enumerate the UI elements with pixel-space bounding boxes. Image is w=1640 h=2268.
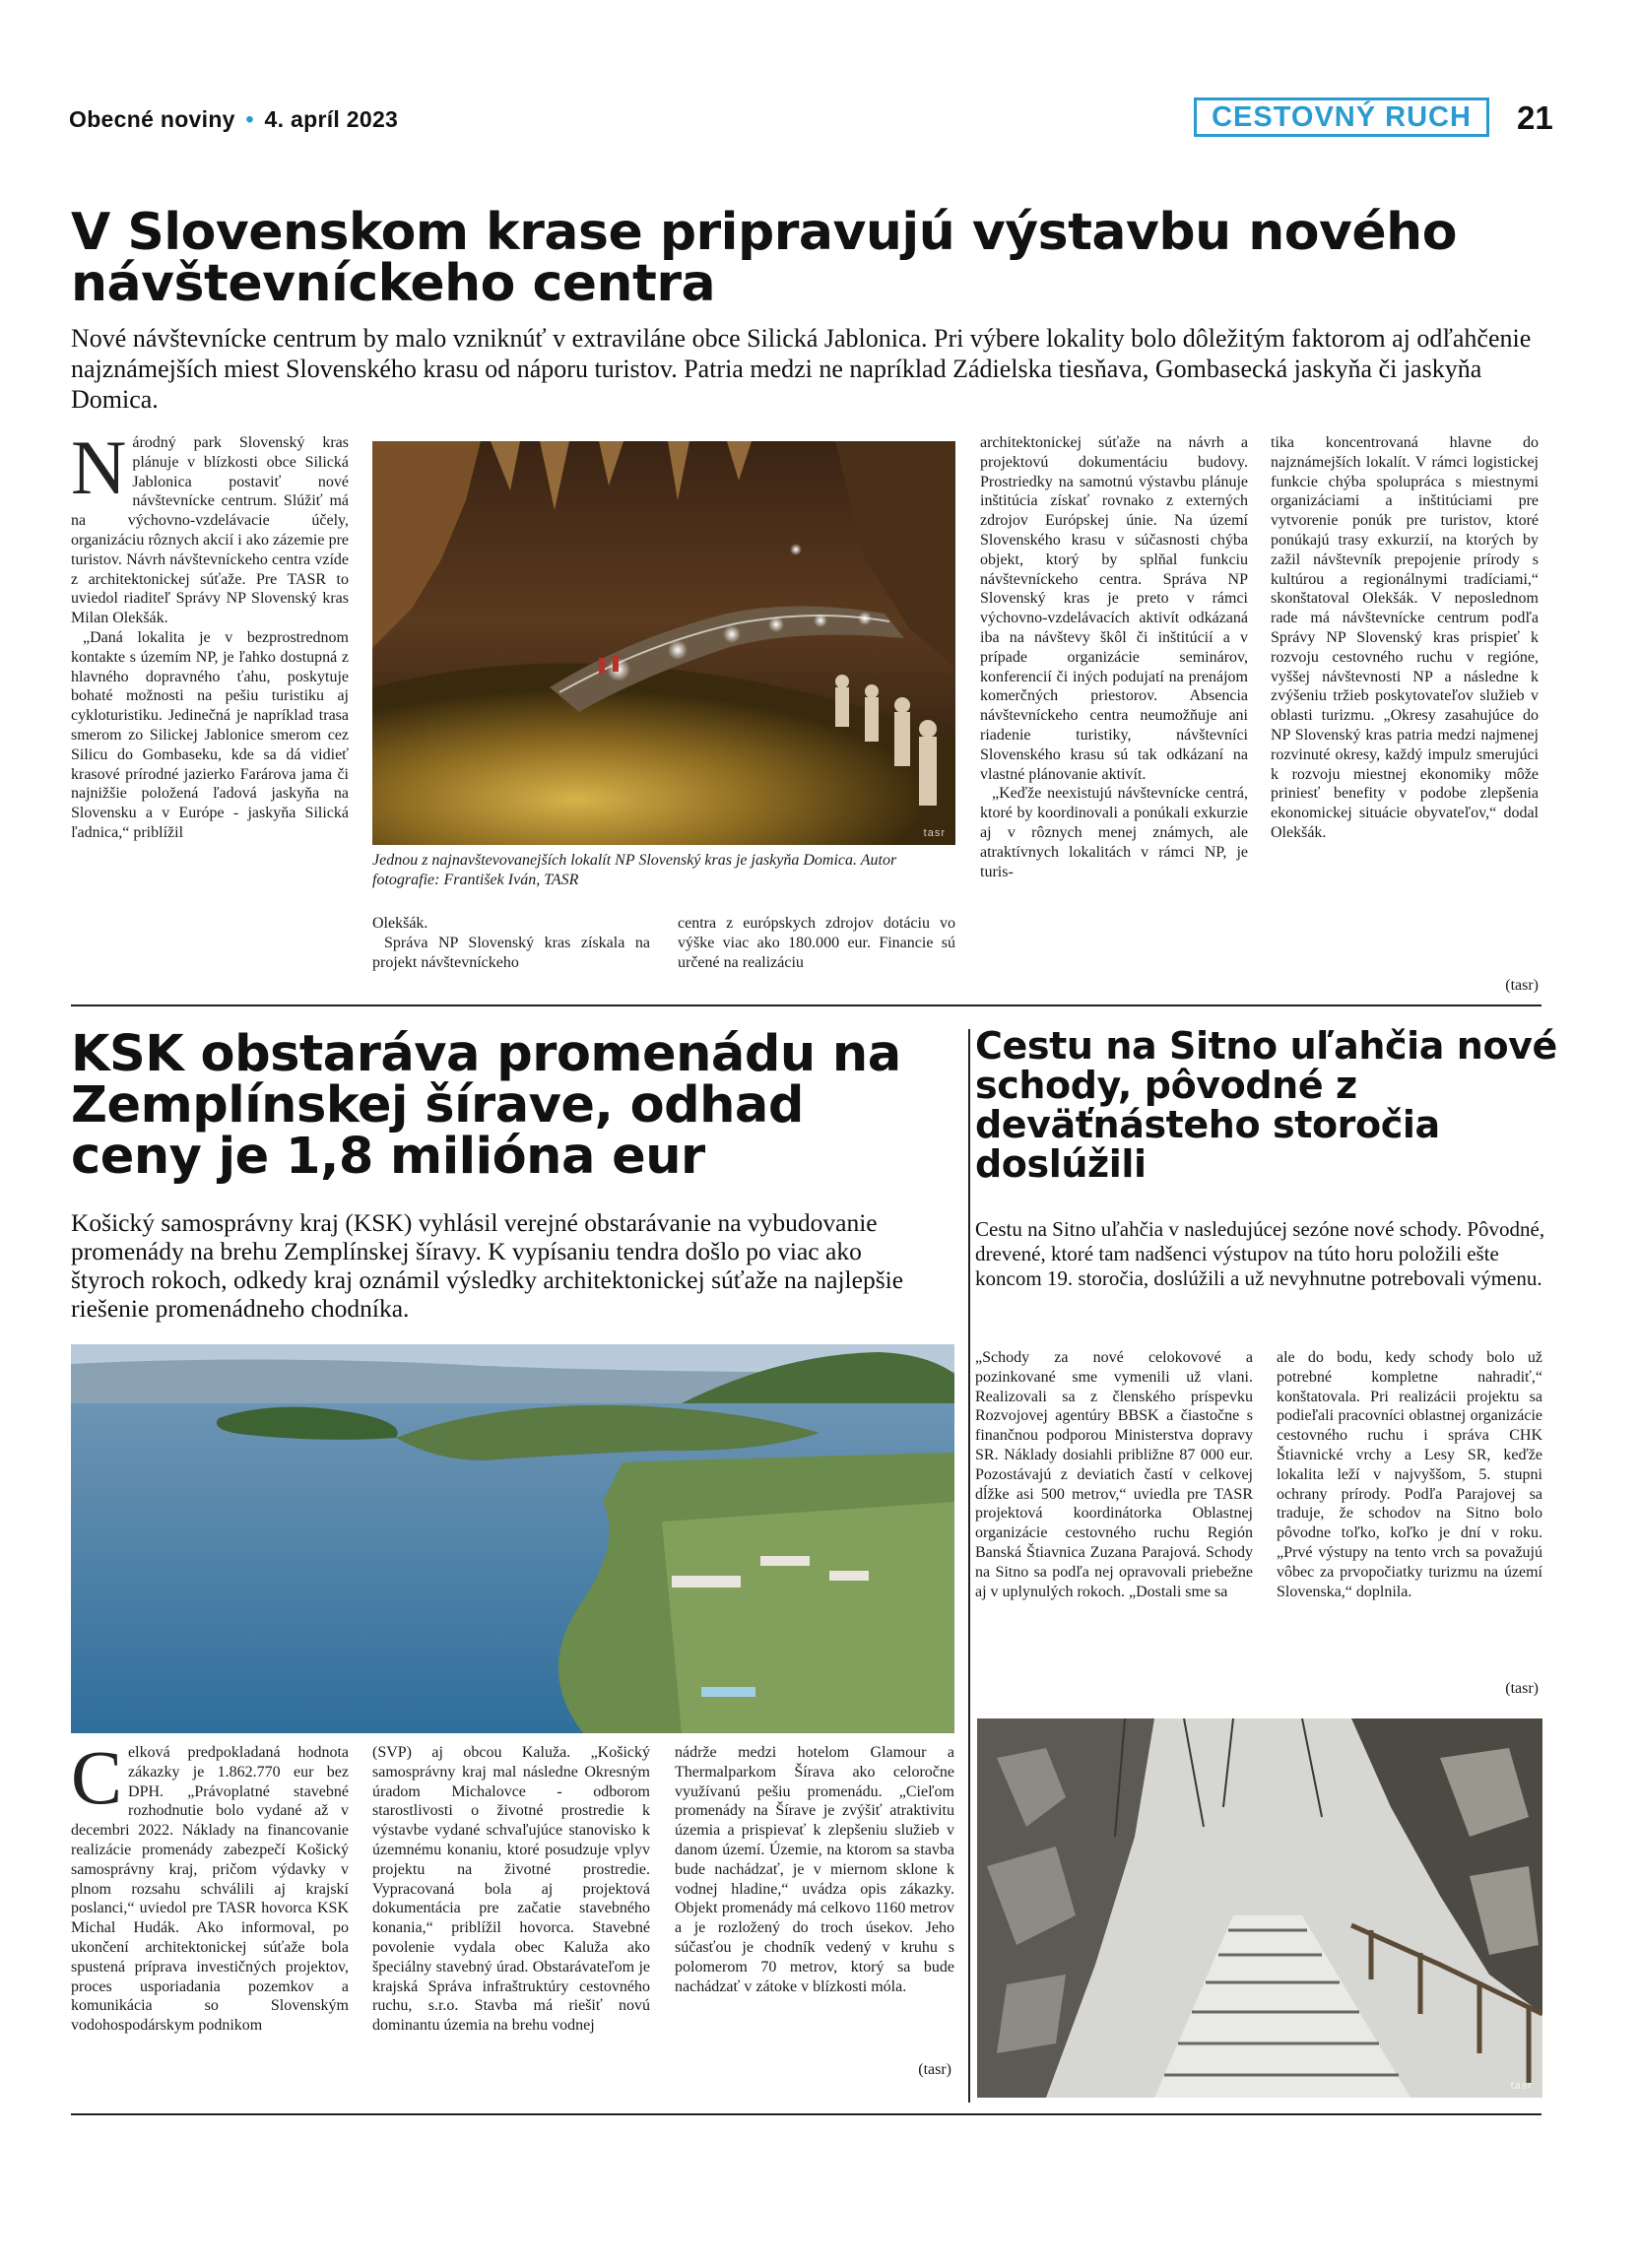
article3-col2-text: ale do bodu, kedy schody bolo už potrebné kompletne nahradiť,“ konštatovala. Pri realizácii projektu sa podieľali pracovníci oblastnej organizácie cestovného ruchu i správa CHK Štiavnické vrchy a Lesy SR, keďže lokalita leží v najvyššom, 5. stupni ochrany prírody. Podľa Parajovej sa traduje, že schodov na Sitno bolo pôvodne toľko, koľko je dní v roku. „Prvé výstupy na tento vrch sa považujú vôbec za prvopočiatky turizmu na území Slovenska,“ doplnila. xyxy=(1277,1349,1542,1600)
masthead xyxy=(69,106,398,133)
article1-col4-text: architektonickej súťaže na návrh a projektovú dokumentáciu budovy. Prostriedky na samotnú výstavbu plánuje inštitúcia získať rovnako z externých zdrojov Európskej únie. Na území Slovenského krasu v súčasnosti chýba objekt, ktorý by splňal funkciu návštevníckeho centra. Správa NP Slovenský kras je preto v rámci výchovno-vzdelávacích aktivít odkázaná iba na návštevy škôl či inštitúcií a v prípade organizácie seminárov, konferencií či iných podujatí na prenájom komerčných priestorov. Absencia návštevníckeho centra neumožňuje ani riadenie turistiky, návštevníci Slovenského krasu sú tak odkázaní na vlastné plánovanie aktivít. xyxy=(980,434,1248,783)
lake-photo-image xyxy=(71,1344,954,1733)
article1-column-5 xyxy=(1271,433,1539,843)
separator-dot: • xyxy=(245,106,254,132)
article-divider xyxy=(71,1004,1542,1006)
section-label: CESTOVNÝ RUCH xyxy=(1194,97,1489,137)
article2-col2-text: (SVP) aj obcou Kaluža. „Košický samosprávny kraj mal následne Okresným úradom Michalovce - odborom starostlivosti o životné prostredie k výstavbe vydané schvaľujúce stanovisko k územnému konaniu, ktoré posudzuje vplyv projektu na životné prostredie. Vypracovaná bola aj projektová dokumentácia pre začatie stavebného konania,“ priblížil hovorca. Stavebné povolenie vydala obec Kaluža ako špeciálny stavebný úrad. Obstarávateľom je krajská Správa infraštruktúry cestovného ruchu, s.r.o. Stavba má riešiť novú dominantu územia na brehu vodnej xyxy=(372,1744,650,2035)
publication-name: Obecné noviny xyxy=(69,106,235,132)
article1-col1-paragraph: „Daná lokalita je v bezprostrednom kontakte s územím NP, je ľahko dostupná z hlavného dopravného ťahu, poskytuje bohaté možnosti na pešiu turistiku aj cykloturistiku. Jedinečná je napríklad trasa smerom zo Silickej Jablonice smerom cez Silicu do Gombaseku, kde sa dá vidieť krasové prírodné jazierko Farárova jama či najnižšie položená ľadová jaskyňa na Slovensku a v Európe - jaskyňa Silická ľadnica,“ priblížil xyxy=(71,628,349,841)
article2-dropcap: C xyxy=(71,1734,123,1820)
article1-col4-paragraph: „Keďže neexistujú návštevnícke centrá, ktoré by koordinovali a ponúkali exkurzie aj v rôznych menej známych, ale atraktívnych lokalitách v rámci NP, je turis- xyxy=(980,785,1248,880)
article1-lead: Nové návštevnícke centrum by malo vzniknúť v extraviláne obce Silická Jablonica. Pri výbere lokality bolo dôležitým faktorom aj odľahčenie najznámejších miest Slovenského krasu od náporu turistov. Patria medzi ne napríklad Zádielska tiesňava, Gombasecká jaskyňa či jaskyňa Domica. xyxy=(71,324,1532,414)
article3-signature: (tasr) xyxy=(1505,1680,1539,1697)
article1-headline: V Slovenskom krase pripravujú výstavbu nového návštevníckeho centra xyxy=(71,203,1457,313)
article1-column-4 xyxy=(980,433,1248,881)
article3-column-1 xyxy=(975,1348,1253,1601)
article1-col5-text: tika koncentrovaná hlavne do najznámejších lokalít. V rámci logistickej funkcie chýba spolupráca s miestnymi organizáciami a inštitúciami pre vytvorenie ponúk pre turistov, ktoré ponúkajú trasy exkurzií, na ktorých by zažil návštevník prepojenie prírody s kultúrou a regionálnymi tradíciami,“ skonštatoval Olekšák. V neposlednom rade má návštevnícke centrum podľa Správy NP Slovenský kras prispieť k rozvoju cestovného ruchu v regióne, vyššej návštevnosti NP a následne k zvýšeniu tržieb poskytovateľov služieb v oblasti turizmu. „Okresy zasahujúce do NP Slovenský kras patria medzi najmenej rozvinuté okresy, každý impulz smerujúci k rozvoju miestnej ekonomiky môže priniesť benefity v podobe zlepšenia ekonomickej situácie obyvateľov,“ dodal Olekšák. xyxy=(1271,434,1539,841)
stairs-photo xyxy=(977,1718,1542,2098)
photo-agency-mark: tasr xyxy=(923,827,946,839)
article3-headline: Cestu na Sitno uľahčia nové schody, pôvodné z deväťnásteho storočia doslúžili xyxy=(975,1024,1557,1186)
cave-photo-caption: Jednou z najnavštevovanejších lokalít NP Slovenský kras je jaskyňa Domica. Autor fotografie: František Iván, TASR xyxy=(372,852,897,888)
article2-column-3 xyxy=(675,1743,954,1996)
article3-col1-text: „Schody za nové celokovové a pozinkované sme vymenili už vlani. Realizovali sa z členského príspevku Rozvojovej agentúry BBSK a čiastočne s finančnou podporou Ministerstva dopravy SR. Náklady dosiahli približne 87 000 eur. Pozostávajú z deviatich častí v celkovej dĺžke asi 500 metrov,“ uviedla pre TASR projektová koordinátorka Oblastnej organizácie cestovného ruchu Región Banská Štiavnica Zuzana Parajová. Schody na Sitno sa podľa nej opravovali priebežne aj v uplynulých rokoch. „Dostali sme sa xyxy=(975,1349,1253,1600)
issue-date: 4. apríl 2023 xyxy=(264,106,399,132)
article3-column-2 xyxy=(1277,1348,1542,1601)
article2-col1-text: elková predpokladaná hodnota zákazky je 1.862.770 eur bez DPH. „Právoplatné stavebné rozhodnutie bolo vydané až v decembri 2022. Náklady na financovanie realizácie promenády zabezpečí Košický samosprávny kraj, pričom výdavky v plnom rozsahu schválili aj krajskí poslanci,“ uviedol pre TASR hovorca KSK Michal Hudák. Ako informoval, po ukončení architektonickej súťaže bola spustená príprava investičných projektov, proces usporiadania pozemkov a komunikácia so Slovenským vodohospodárskym podnikom xyxy=(71,1744,349,2035)
article1-dropcap: N xyxy=(71,424,127,510)
article1-col2-text: Olekšák. xyxy=(372,915,428,932)
column-divider xyxy=(968,1029,970,2103)
article1-col1-text: árodný park Slovenský kras plánuje v blízkosti obce Silická Jablonica postaviť nové návštevnícke centrum. Slúžiť má na výchovno-vzdelávacie účely, organizáciu rôznych akcií i ako zázemie pre turistov. Návrh návštevníckeho centra vzíde z architektonickej súťaže. Pre TASR to uviedol riaditeľ Správy NP Slovenský kras Milan Olekšák. xyxy=(71,434,349,627)
article1-signature: (tasr) xyxy=(1505,977,1539,994)
article1-column-3 xyxy=(678,914,955,972)
page-bottom-rule xyxy=(71,2113,1542,2115)
stairs-photo-image xyxy=(977,1718,1542,2098)
article3-lead: Cestu na Sitno uľahčia v nasledujúcej sezóne nové schody. Pôvodné, drevené, ktoré tam nadšenci výstupov na túto horu položili ešte koncom 19. storočia, doslúžili a už nevyhnutne potrebovali výmenu. xyxy=(975,1217,1545,1290)
lake-photo xyxy=(71,1344,954,1733)
article2-signature: (tasr) xyxy=(918,2061,951,2078)
article1-col3-text: centra z európskych zdrojov dotáciu vo výške viac ako 180.000 eur. Financie sú určené na realizáciu xyxy=(678,915,955,971)
article2-col3-text: nádrže medzi hotelom Glamour a Thermalparkom Šírava ako celoročne využívanú pešiu promenádu. „Cieľom promenády na Šírave je zvýšiť atraktivitu územia a prispievať k zlepšeniu služieb v danom území. Územie, na ktorom sa stavba bude nachádzať, je v miernom sklone k vodnej hladine,“ uvádza opis zákazky. Objekt promenády má celkovo 1160 metrov a je rozložený do troch úsekov. Jeho súčasťou je chodník vedený v kruhu s polomerom 70 metrov, ktorý sa bude nachádzať v zátoke v blízkosti móla. xyxy=(675,1744,954,1995)
article2-column-2 xyxy=(372,1743,650,2036)
article2-headline: KSK obstaráva promenádu na Zemplínskej šírave, odhad ceny je 1,8 milióna eur xyxy=(71,1025,901,1187)
article1-column-1 xyxy=(71,424,349,843)
cave-photo-image xyxy=(372,441,955,845)
cave-photo xyxy=(372,441,955,845)
page-number: 21 xyxy=(1517,99,1553,136)
article1-column-2 xyxy=(372,914,650,972)
article1-col2-paragraph: Správa NP Slovenský kras získala na projekt návštevníckeho xyxy=(372,934,650,971)
article2-column-1 xyxy=(71,1734,349,2036)
article2-lead: Košický samosprávny kraj (KSK) vyhlásil verejné obstarávanie na vybudovanie promenády na brehu Zemplínskej šíravy. K vypísaniu tendra došlo po viac ako štyroch rokoch, odkedy kraj oznámil výsledky architektonickej súťaže na najlepšie riešenie promenádneho chodníka. xyxy=(71,1208,904,1323)
photo-agency-mark: tasr xyxy=(1510,2080,1533,2092)
